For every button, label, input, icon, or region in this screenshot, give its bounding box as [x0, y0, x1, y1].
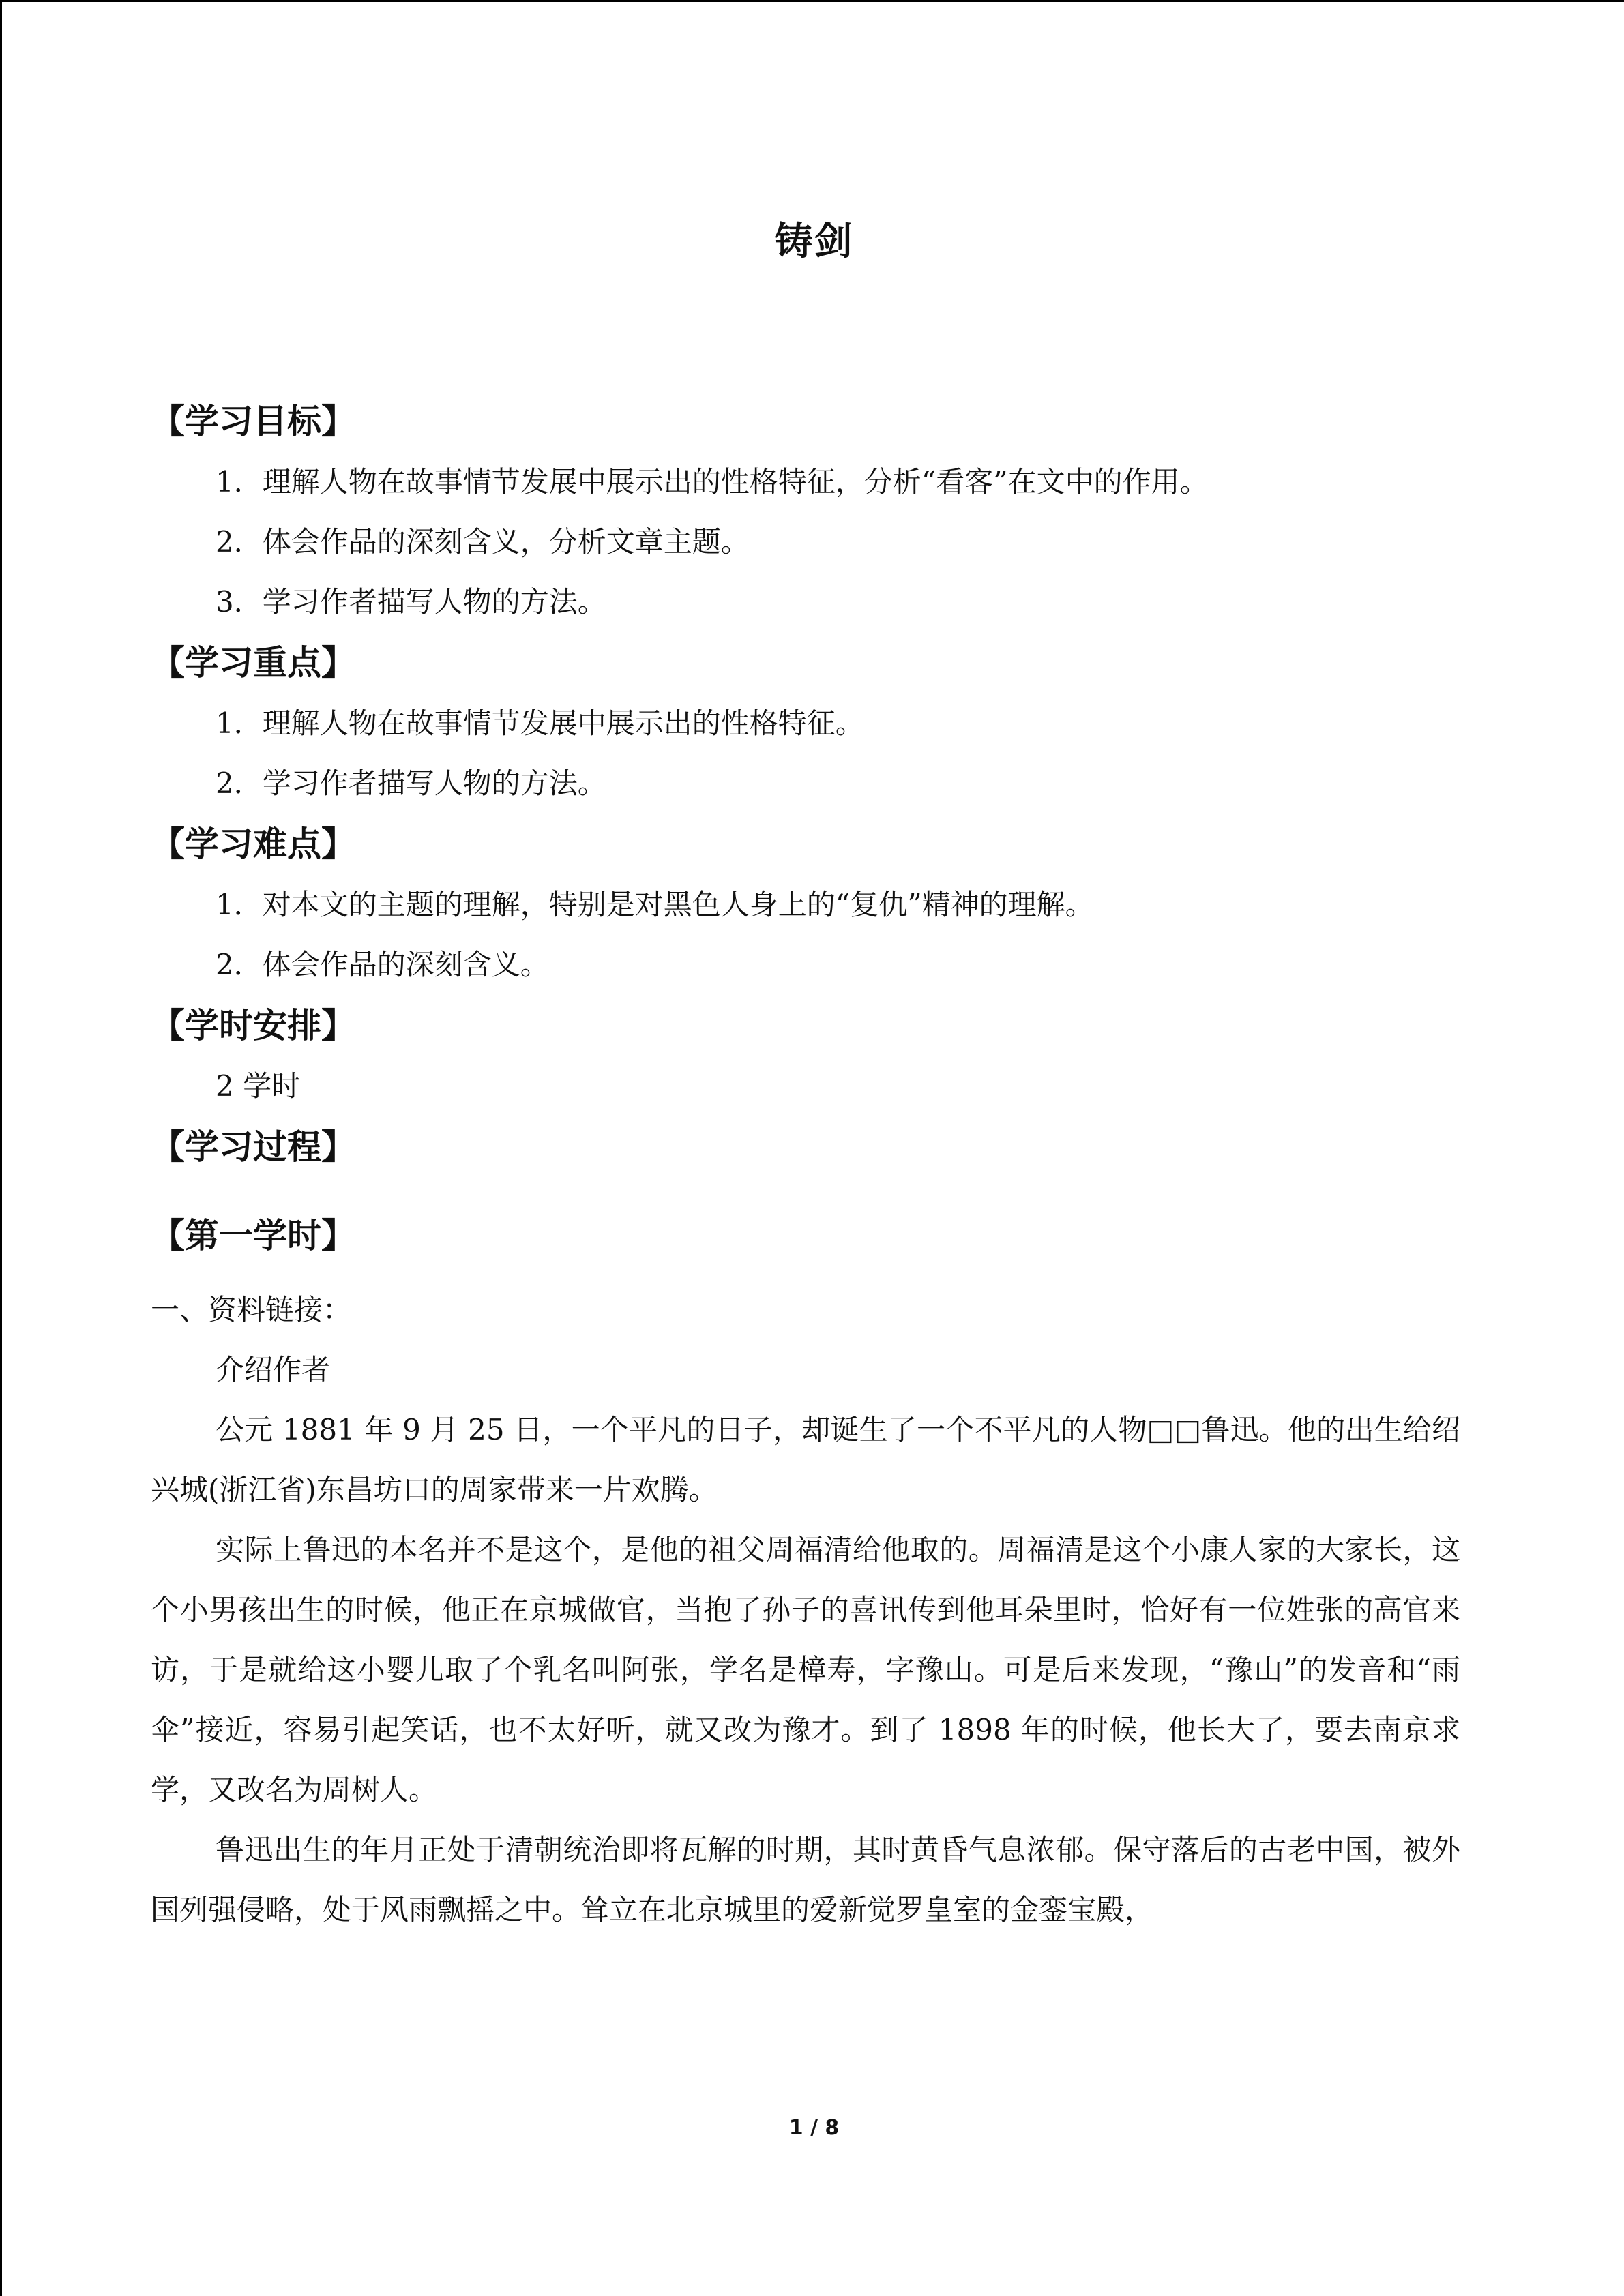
- body-paragraph: 鲁迅出生的年月正处于清朝统治即将瓦解的时期，其时黄昏气息浓郁。保守落后的古老中国，被外国列强侵略，处于风雨飘摇之中。耸立在北京城里的爱新觉罗皇室的金銮宝殿，: [151, 1833, 1460, 1926]
- page-number: 1 / 8: [788, 2116, 840, 2140]
- difficulty-item: 1．对本文的主题的理解，特别是对黑色人身上的“复仇”精神的理解。: [216, 888, 1094, 921]
- difficulty-item: 2．体会作品的深刻含义。: [216, 948, 549, 981]
- schedule-text: 2 学时: [216, 1069, 301, 1103]
- goal-item: 2．体会作品的深刻含义，分析文章主题。: [216, 525, 750, 558]
- section-heading-process: 【学习过程】: [151, 1127, 355, 1167]
- page-title: 铸剑: [774, 220, 854, 264]
- section-heading-difficulty: 【学习难点】: [151, 824, 355, 864]
- document-content: [151, 391, 1460, 1940]
- goal-item: 3．学习作者描写人物的方法。: [216, 585, 606, 618]
- body-paragraph: 实际上鲁迅的本名并不是这个，是他的祖父周福清给他取的。周福清是这个小康人家的大家长，这个小男孩出生的时候，他正在京城做官，当抱了孙子的喜讯传到他耳朵里时，恰好有一位姓张的高官来访，于是就给这小婴儿取了个乳名叫阿张，学名是樟寿，字豫山。可是后来发现，“豫山”的发音和“雨伞”接近，容易引起笑话，也不太好听，就又改为豫才。到了 1898 年的时候，他长大了，要去南京求学，又改名为周树人。: [151, 1533, 1460, 1806]
- intro-label: 介绍作者: [216, 1353, 331, 1386]
- section-heading-first-period: 【第一学时】: [151, 1216, 355, 1255]
- section-heading-goals: 【学习目标】: [151, 402, 355, 441]
- section-heading-schedule: 【学时安排】: [151, 1006, 355, 1045]
- body-paragraph: 公元 1881 年 9 月 25 日，一个平凡的日子，却诞生了一个不平凡的人物□□鲁迅。他的出生给绍兴城(浙江省)东昌坊口的周家带来一片欢腾。: [151, 1413, 1460, 1506]
- goal-item: 1．理解人物在故事情节发展中展示出的性格特征，分析“看客”在文中的作用。: [216, 465, 1209, 498]
- section-heading-focus: 【学习重点】: [151, 643, 355, 683]
- focus-item: 2．学习作者描写人物的方法。: [216, 766, 606, 800]
- focus-item: 1．理解人物在故事情节发展中展示出的性格特征。: [216, 706, 864, 740]
- link-heading: 一、资料链接：: [151, 1293, 352, 1326]
